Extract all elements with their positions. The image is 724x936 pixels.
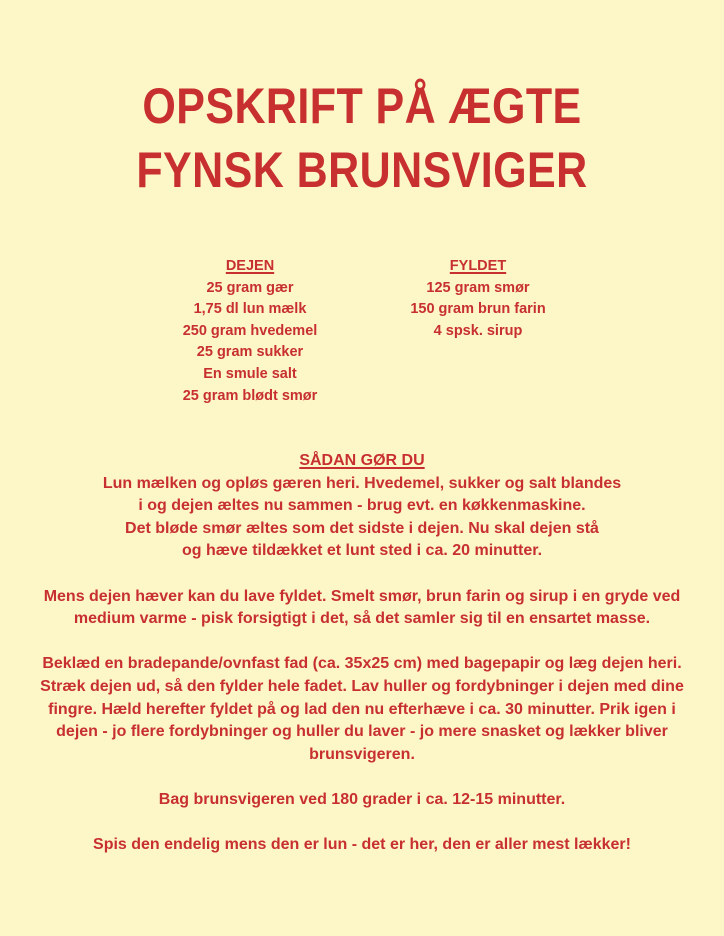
method-line: Spis den endelig mens den er lun - det er her, den er aller mest lækker! xyxy=(93,836,631,854)
ingredient-item: En smule salt xyxy=(203,365,297,382)
method-line: Lun mælken og opløs gæren heri. Hvedemel, sukker og salt blandes xyxy=(102,474,622,492)
method-line: medium varme - pisk forsigtigt i det, så det samler sig til en ensartet masse. xyxy=(73,610,651,628)
method-line: i og dejen æltes nu sammen - brug evt. en køkkenmaskine. xyxy=(138,497,586,515)
method-line: dejen - jo flere fordybninger og huller du laver - jo mere snasket og lækker bliver xyxy=(56,723,668,741)
ingredient-item: 150 gram brun farin xyxy=(410,301,546,318)
ingredient-item: 1,75 dl lun mælk xyxy=(193,301,307,318)
method-line: Det bløde smør æltes som det sidste i dejen. Nu skal dejen stå xyxy=(125,519,599,537)
method-line: Bag brunsvigeren ved 180 grader i ca. 12-15 minutter. xyxy=(158,790,566,808)
dough-heading: DEJEN xyxy=(225,258,275,274)
ingredient-item: 250 gram hvedemel xyxy=(182,322,318,339)
method-paragraph xyxy=(20,586,704,631)
method-section xyxy=(20,450,704,857)
method-paragraph xyxy=(20,834,704,857)
ingredient-item: 25 gram sukker xyxy=(196,344,304,361)
filling-heading: FYLDET xyxy=(449,258,507,274)
recipe-title xyxy=(51,74,674,202)
method-line: Beklæd en bradepande/ovnfast fad (ca. 35x25 cm) med bagepapir og læg dejen heri. xyxy=(42,655,682,673)
method-paragraph xyxy=(20,653,704,766)
method-heading: SÅDAN GØR DU xyxy=(299,452,425,469)
ingredient-item: 4 spsk. sirup xyxy=(433,322,523,339)
ingredient-item: 25 gram blødt smør xyxy=(182,387,318,404)
dough-ingredients xyxy=(150,256,350,407)
method-line: brunsvigeren. xyxy=(309,745,415,763)
method-line: Stræk dejen ud, så den fylder hele fadet. Lav huller og fordybninger i dejen med dine xyxy=(40,677,684,695)
filling-ingredients xyxy=(378,256,578,342)
title-line-1: OPSKRIFT PÅ ÆGTE xyxy=(142,78,582,134)
method-line: Mens dejen hæver kan du lave fyldet. Smelt smør, brun farin og sirup i en gryde ved xyxy=(43,587,681,605)
ingredient-item: 25 gram gær xyxy=(206,279,294,296)
method-line: og hæve tildækket et lunt sted i ca. 20 minutter. xyxy=(181,542,543,560)
method-paragraph xyxy=(20,473,704,563)
method-paragraph xyxy=(20,789,704,812)
ingredient-item: 125 gram smør xyxy=(426,279,530,296)
title-line-2: FYNSK BRUNSVIGER xyxy=(136,142,588,198)
method-line: fingre. Hæld herefter fyldet på og lad den nu efterhæve i ca. 30 minutter. Prik igen i xyxy=(48,700,676,718)
